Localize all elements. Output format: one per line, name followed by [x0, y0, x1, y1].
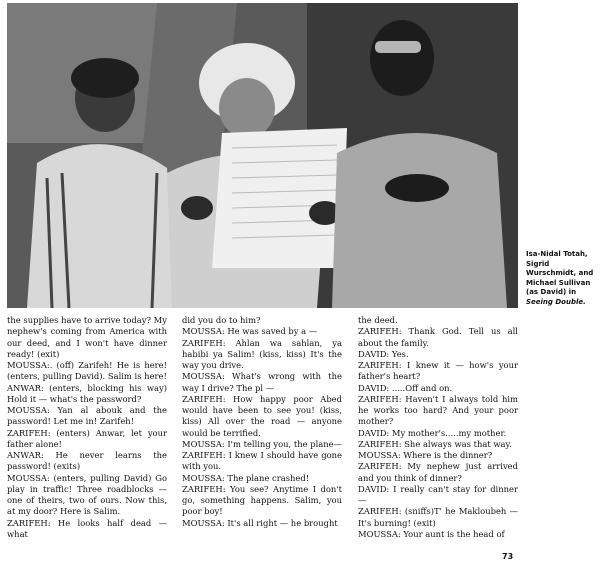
text-column-2: [182, 315, 342, 529]
paragraph: did you do to him?: [182, 315, 261, 325]
paragraph: DAVID: I really can't stay for dinner—: [358, 483, 518, 505]
paragraph: MOUSSA: I'm telling you, the plane—: [182, 438, 342, 449]
paragraph: ZARIFEH: I knew it — how's your father's heart?: [358, 360, 518, 382]
paragraph: MOUSSA: It's all right — he brought: [182, 517, 338, 528]
paragraph: ZARIFEH: Thank God. Tell us all about the family.: [358, 326, 518, 348]
paragraph: ZARIFEH: You see? Anytime I don't go, something happens. Salim, you poor boy!: [182, 483, 342, 517]
text-column-1: [7, 315, 167, 540]
paragraph: ZARIFEH: She always was that way.: [358, 438, 512, 449]
paragraph: MOUSSA: Your aunt is the head of: [358, 528, 505, 539]
paragraph: ZARIFEH: My nephew just arrived and you think of dinner?: [358, 461, 518, 483]
paragraph: ZARIFEH: (enters) Anwar, let your father alone!: [7, 427, 167, 449]
paragraph: MOUSSA: The plane crashed!: [182, 472, 310, 483]
paragraph: MOUSSA: (enters, pulling David) Go play in traffic! Three roadblocks — one of theirs, two of ours. Now this, at my door? Here is Salim.: [7, 472, 167, 517]
paragraph: ZARIFEH: (sniffs)T' he Makloubeh — It's burning! (exit): [358, 506, 518, 528]
caption-text: Isa-Nidal Totah, Sigrid Wurschmidt, and Michael Sullivan (as David) in: [526, 250, 594, 297]
paragraph: the deed.: [358, 315, 398, 325]
paragraph: ZARIFEH: How happy poor Abed would have been to see you! (kiss, kiss) All over the road — anyone would be terrified.: [182, 393, 342, 438]
paragraph: ANWAR: (enters, blocking his way) Hold it — what's the password?: [7, 382, 167, 404]
paragraph: MOUSSA: What's wrong with the way I drive? The pl —: [182, 371, 342, 393]
photo-caption: [526, 250, 596, 308]
production-photo: [7, 3, 518, 308]
page-number: 73: [502, 552, 514, 561]
paragraph: MOUSSA: Where is the dinner?: [358, 450, 493, 460]
paragraph: DAVID: Yes.: [358, 348, 409, 359]
paragraph: MOUSSA:. (off) Zarifeh! He is here! (enters, pulling David). Salim is here!: [7, 360, 167, 382]
paragraph: DAVID: My mother's.....my mother.: [358, 427, 507, 438]
paragraph: MOUSSA: Yan al abouk and the password! Let me in! Zarifeh!: [7, 405, 167, 427]
caption-play-title: Seeing Double.: [526, 297, 586, 306]
paragraph: ZARIFEH: Haven't I always told him he works too hard? And your poor mother?: [358, 393, 518, 427]
paragraph: ZARIFEH: I knew I should have gone with you.: [182, 450, 342, 472]
paragraph: the supplies have to arrive today? My nephew's coming from America with our deed, and I won't have dinner ready! (exit): [7, 315, 167, 359]
paragraph: DAVID: .....Off and on.: [358, 382, 453, 393]
paragraph: ANWAR: He never learns the password! (exits): [7, 450, 167, 472]
paragraph: ZARIFEH: Ahlan wa sahlan, ya habibi ya Salim! (kiss, kiss) It's the way you drive.: [182, 337, 342, 370]
text-column-3: [358, 315, 518, 540]
paragraph: MOUSSA: He was saved by a —: [182, 326, 318, 337]
paragraph: ZARIFEH: He looks half dead — what: [7, 517, 167, 539]
